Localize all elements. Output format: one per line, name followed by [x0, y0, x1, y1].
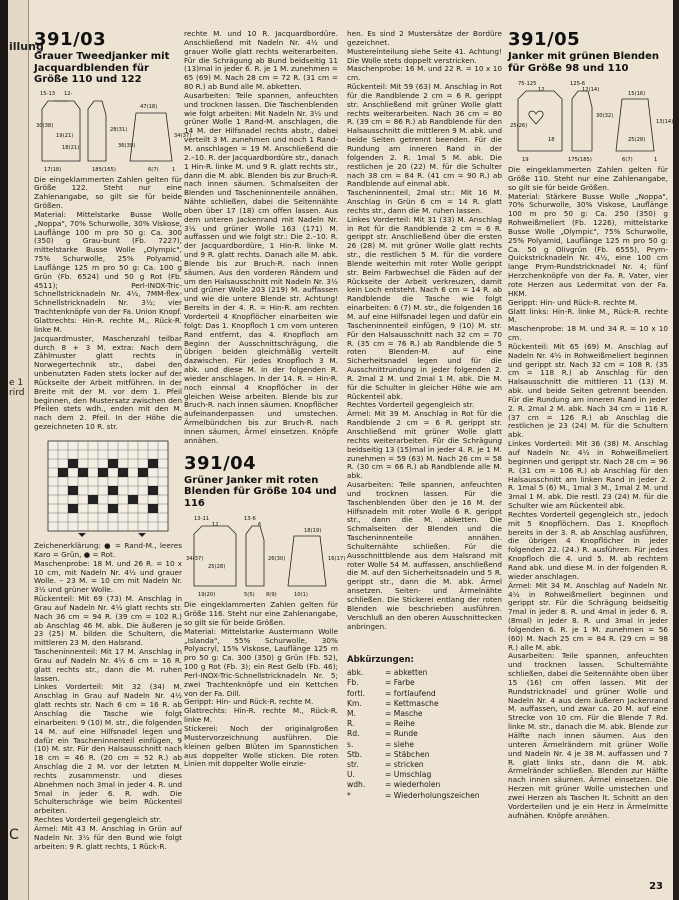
abbreviation-row — [347, 729, 487, 739]
back-piece-text: Rückenteil: Mit 69 (73) M. Anschlag in Grau auf Nadeln Nr. 4½ glatt rechts str. Nach 36 cm = 94 R. (39 cm = 102 R.) ab Anschlag 46 M. abk. Die äußeren je 23 (25) M. bilden die Schultern, die mittleren 23 M. den Halsrand. — [34, 594, 182, 648]
pattern-title: Grüner Janker mit roten Blenden für Größe 104 und 116 — [184, 474, 337, 509]
abbreviation-key: Fb. — [347, 678, 359, 688]
diagram-label: 30(32) — [596, 113, 614, 119]
abbreviations-box — [347, 655, 487, 801]
page-edge-shadow — [673, 0, 679, 900]
diagram-label: 6(7) — [622, 157, 633, 163]
diagram-label: 18(21) — [62, 144, 80, 151]
intro-text: Die eingeklammerten Zahlen gelten für Größe 116. Steht nur eine Zahlenangabe, so gilt sie für beide Größen. — [184, 600, 338, 627]
material-text: Material: Mittelstarke Busse Wolle „Noppa", 70% Schurwolle, 30% Viskose, Lauflänge 100 m pro 50 g: Ca. 300 (350) g Grau-bunt (Fb. 7227), mittelstarke Busse Wolle „Olympic", 75% Schurwolle, 25% Polyamid, Lauflänge 125 m pro 50 g: Ca. 100 g Grün (Fb. 6524) und 50 g Rot (Fb. 4511); Perl-INOX-Tric-Schnellstricknadeln Nr. 4½, 7MM-flex-Schnellstricknadeln Nr. 3½; vier Trachtenknöpfe von der Fa. Union Knopf. — [34, 209, 182, 317]
page-number: 23 — [649, 881, 663, 892]
abbreviation-row — [347, 791, 487, 801]
diagram-label: 18 — [548, 137, 555, 143]
pattern-number: 391/05 — [508, 29, 581, 50]
abbreviation-meaning: = Wiederholungszeichen — [385, 790, 480, 800]
column-4 — [508, 29, 674, 880]
right-front-text: Rechtes Vorderteil gegengleich str., jedoch mit 5 Knopflöchern. Das 1. Knopfloch bereits in der 3. R. ab Anschlag ausführen, die übrigen 4 Knopflöcher in jeder folgenden 22. (24.) R. ausführen. Für jedes Knopfloch die 4. und 5. M. ab rechtem Rand abk. und diese M. in der folgenden R. wieder anschlagen. — [508, 509, 668, 581]
diagram-label: 12(14) — [582, 87, 600, 93]
abbreviation-meaning: = fortlaufend — [385, 688, 436, 698]
jacquard-count-chart — [34, 435, 182, 539]
intro-text: Die eingeklammerten Zahlen gelten für Größe 122. Steht nur eine Zahlenangabe, so gilt sie für beide Größen. — [34, 174, 182, 211]
abbreviation-key: s. — [347, 739, 354, 749]
abbreviation-row — [347, 668, 487, 678]
diagram-label: 19(20) — [198, 592, 216, 599]
diagram-label: 175(185) — [568, 157, 592, 163]
diagram-label: 10(1) — [294, 592, 308, 599]
right-front-text: Rechtes Vorderteil gegengleich str. — [34, 815, 162, 825]
sleeve-text: Ärmel: Mit 39 M. Anschlag in Rot für die Randblende 2 cm = 6 R. gerippt str. Anschließend mit grüner Wolle glatt rechts weiterarbeiten. Für die Schrägung beidseitig 13 (15)mal in jeder 4. R. je 1 M. zunehmen = 59 (63) M. Nach 26 cm = 58 R. (30 cm = 66 R.) ab Randblende alle M. abk. — [347, 409, 502, 481]
back-piece-text: Rückenteil: Mit 59 (63) M. Anschlag in Rot für die Randblende 2 cm = 6 R. gerippt str. Anschließend mit grüner Wolle glatt rechts weiterarbeiten. Nach 36 cm = 80 R. (39 cm = 86 R.) ab Randblende für den Halsausschnitt die mittleren 9 M. abk. und beide Seiten getrennt beenden. Für die Rundung am inneren Rand in der folgenden 2. R. 1mal 5 M. abk. Die restlichen je 20 (22) M. für die Schulter nach 38 cm = 84 R. (41 cm = 90 R.) ab Randblende auf einmal abk. — [347, 82, 502, 189]
material-text: Material: Stärkere Busse Wolle „Noppa", 70% Schurwolle, 30% Viskose, Lauflänge 100 m pro 50 g: Ca. 250 (350) g Rohweißmeliert (Fb. 1226), mittelstarke Busse Wolle „Olympic", 75% Schurwolle, 25% Polyamid, Lauflänge 125 m pro 50 g: Ca. 50 g Olivgrün (Fb. 6555), Prym-Quickstricknadeln Nr. 4½, eine 100 cm lange Prym-Rundstricknadel Nr. 4; fünf Herzchenknöpfe von der Fa. R. Vater, vier rote Herzen aus Ledermitat von der Fa. HKM. — [508, 191, 668, 298]
right-front-text: Rechtes Vorderteil gegengleich str. — [347, 400, 475, 410]
abbreviation-key: U. — [347, 770, 355, 780]
diagram-label: 17(18) — [44, 166, 62, 173]
pattern-number: 391/03 — [34, 29, 107, 50]
gerippt-text: Gerippt: Hin- und Rück-R. rechte M. — [184, 697, 314, 707]
left-front-text: Linkes Vorderteil: Mit 31 (33) M. Anschlag in Rot für die Randblende 2 cm = 6 R. gerippt str. Anschließend über die ersten 26 (28) M. mit grüner Wolle glatt rechts str., die restlichen 5 M. für die vordere Blende weiterhin mit roter Wolle gerippt str. Beim Farbwechsel die Fäden auf der Rückseite der Arbeit verkreuzen, damit kein Loch entsteht. Nach 6 cm = 14 R. ab Randblende die Tasche wie folgt einarbeiten: 6 (7) M. str., die folgenden 16 M. auf eine Hilfsnadel legen und dafür ein Tascheninnenteil einfügen, 9 (10) M. str. Für den Halsausschnitt nach 32 cm = 70 R. (35 cm = 76 R.) ab Randblende die 5 roten Blenden-M. auf eine Sicherheitsnadel legen und für die Ausschnittrundung in jeder folgenden 2. R. 2mal 2 M. und 2mal 1 M. abk. Die M. für die Schulter in gleicher Höhe wie am Rückenteil abk. — [347, 214, 502, 401]
abbreviation-key: Rd. — [347, 729, 360, 739]
diagram-label: 34(37) — [174, 132, 192, 139]
column-1 — [34, 29, 192, 890]
abbreviation-key: fortl. — [347, 688, 365, 698]
diagram-label: 36(39) — [118, 142, 136, 149]
pattern-layout-text: Mustereinteilung siehe Seite 41. Achtung! Die Wolle stets doppelt verstricken. — [347, 46, 502, 65]
abbreviation-meaning: = stricken — [385, 760, 424, 770]
abbreviation-row — [347, 760, 487, 770]
abbreviation-meaning: = Kettmasche — [385, 698, 439, 708]
pocket-text: Tascheninnenteil, 2mal str.: Mit 16 M. Anschlag in Grün 6 cm = 14 R. glatt rechts str., dann die M. ruhen lassen. — [347, 188, 502, 215]
abbreviation-row — [347, 770, 487, 780]
diagram-label: 6 — [258, 522, 262, 529]
left-front-text: Linkes Vorderteil: Mit 36 (38) M. Anschlag auf Nadeln Nr. 4½ in Rohweißmeliert beginnen und gerippt str. Nach 28 cm = 96 R. (31 cm = 106 R.) ab Anschlag für den Halsausschnitt am linken Rand in jeder 2. R. 1mal 5 (6) M., 1mal 3 M., 1mal 2 M. und 3mal 1 M. abk. Die restl. 23 (24) M. für die Schulter wie am Rückenteil abk. — [508, 439, 668, 511]
column-2 — [184, 29, 346, 890]
gauge-text: Maschenprobe: 18 M. und 26 R. = 10 x 10 cm, mit Nadeln Nr. 4½ und grauer Wolle. – 23 M. = 10 cm mit Nadeln Nr. 3½ und grüner Wolle. — [34, 558, 182, 595]
jacquard-text: Jacquardmuster, Maschenzahl teilbar durch 8 + 3 M. extra: Nach dem Zählmuster glatt rechts in Norwegertechnik str., dabei den unbenutzten Faden stets locker auf der Rückseite der Arbeit mitführen. In der Breite mit der M. vor dem 1. Pfeil beginnen, den Mustersatz zwischen den Pfeilen stets wdh., enden mit den M. nach dem 2. Pfeil. In der Höhe die gezeichneten 10 R. str. — [34, 333, 182, 432]
left-front-text: Linkes Vorderteil: Mit 32 (34) M. Anschlag in Grau auf Nadeln Nr. 4½ glatt rechts str. Nach 6 cm = 16 R. ab Anschlag die Tasche wie folgt einarbeiten: 9 (10) M. str., die folgenden 14 M. auf eine Hilfsnadel legen und dafür ein Tascheninnenteil einfügen, 9 (10) M. str. Für den Halsausschnitt nach 18 cm = 46 R. (20 cm = 52 R.) ab Anschlag die 2 M. vor der letzten M. rechts zusammenstr. und dieses Abnehmen noch 3mal in jeder 4. R. und 5mal in jeder 6. R. wdh. Die Schulterschräge wie beim Rückenteil arbeiten. — [34, 682, 182, 816]
glatt-links-text: Glatt links: Hin-R. linke M., Rück-R. rechte M. — [508, 306, 668, 325]
jacket-schematic-diagram — [508, 77, 674, 163]
diagram-label: 47(18) — [140, 103, 158, 110]
jacket-schematic-diagram — [184, 512, 346, 599]
diagram-label: 30(38) — [36, 122, 54, 129]
abbreviation-row — [347, 780, 487, 790]
diagram-label: 34(37) — [186, 556, 204, 563]
abbreviation-key: str. — [347, 760, 359, 770]
abbreviation-key: abk. — [347, 668, 364, 678]
abbreviation-meaning: = Stäbchen — [385, 749, 430, 759]
abbreviation-key: R. — [347, 719, 355, 729]
pocket-text: Tascheninnenteil: Mit 17 M. Anschlag in Grau auf Nadeln Nr. 4½ 6 cm = 16 R. glatt rechts str., dann die M. ruhen lassen. — [34, 647, 182, 683]
edge-fragment: e 1 — [9, 378, 24, 388]
gauge-text: Maschenprobe: 16 M. und 22 R. = 10 x 10 cm. — [347, 64, 502, 83]
diagram-label: 75-125 — [518, 81, 537, 87]
abbreviation-key: Km. — [347, 698, 362, 708]
abbreviation-key: * — [347, 790, 351, 800]
abbreviation-row — [347, 719, 487, 729]
abbreviation-meaning: = Farbe — [385, 678, 415, 688]
diagram-label: 13-6 — [244, 516, 256, 523]
diagram-label: 12 — [212, 522, 219, 529]
diagram-label: 6(7) — [148, 166, 159, 173]
abbreviation-row — [347, 699, 487, 709]
column-3 — [347, 30, 502, 650]
previous-page-edge — [8, 0, 44, 900]
diagram-label: 26(30) — [268, 556, 286, 563]
gerippt-text: Gerippt: Hin- und Rück-R. rechte M. — [508, 297, 638, 307]
abbreviation-key: wdh. — [347, 780, 366, 790]
abbreviation-row — [347, 678, 487, 688]
pattern-number: 391/04 — [184, 452, 257, 474]
magazine-page — [8, 0, 673, 900]
intro-text: Die eingeklammerten Zahlen gelten für Größe 110. Steht nur eine Zahlenangabe, so gilt sie für beide Größen. — [508, 165, 668, 192]
finishing-text: Ausarbeiten: Teile spannen, anfeuchten und trocknen lassen. Schulternähte schließen, dabei die Seitennähte oben über 15 (16) cm offen lassen. Mit der Rundstricknadel und grüner Wolle und Nadeln Nr. 4 aus dem äußeren Jackenrand M. auffassen, und zwar ca. 20 M. auf eine Strecke von 10 cm. Für die Blende 7 Rd. linke M. str., danach die M. abk. Blende zur Hälfte nach innen säumen. Aus den unteren Ärmelrändern mit grüner Wolle und Nadeln Nr. 4 je 38 M. auffassen und 7 R. glatt links str., dann die M. abk. Ärmelränder schließen. Blenden zur Hälfte nach innen säumen. Ärmel einsetzen. Die Herzen mit grüner Wolle umstechen und zwei Herzen als Taschen lt. Schnitt an den Vorderteilen und je ein Herz in Ärmelmitte aufnähen. Knöpfe annähen. — [508, 651, 668, 820]
diagram-label: 18(19) — [304, 528, 322, 535]
abbreviations-title: Abkürzungen: — [347, 655, 414, 665]
glattrechts-text: Glattrechts: Hin-R. rechte M., Rück-R. linke M. — [34, 316, 182, 334]
abbreviation-meaning: = Runde — [385, 729, 418, 739]
abbreviation-meaning: = Umschlag — [385, 770, 432, 780]
abbreviations-list — [347, 668, 487, 801]
diagram-label: 28(31) — [110, 126, 128, 133]
abbreviation-meaning: = Masche — [385, 709, 423, 719]
edge-fragment: illung — [9, 40, 44, 53]
abbreviation-row — [347, 709, 487, 719]
material-text: Material: Mittelstarke Austermann Wolle „Islanda", 55% Schurwolle, 30% Polyacryl, 15% Viskose, Lauflänge 125 m pro 50 g: Ca. 300 (350) g Grün (Fb. 52), 100 g Rot (Fb. 3); ein Rest Gelb (Fb. 46); Perl-INOX-Tric-Schnellstricknadeln Nr. 5; zwei Trachtenknöpfe und ein Kettchen von der Fa. Dill. — [184, 626, 338, 698]
finishing-text: Ausarbeiten: Teile spannen, anfeuchten und trocknen lassen. Für die Taschenblenden über den je 16 M. der Hilfsnadeln mit roter Wolle 6 R. gerippt str., dann die M. abketten. Die Schmalseiten der Blenden und die Tascheninnenteile annähen. Schulternähte schließen. Für die Ausschnittblende aus dem Halsrand mit roter Wolle 54 M. auffassen, anschließend die M. auf den Sicherheitsnadeln und 5 R. gerippt str., dann die M. abk. Ärmel ansetzen. Seiten- und Ärmelnähte schließen. Die Stickerei entlang der roten Blenden wie beschrieben ausführen. Verschluß an den oberen Ausschnittecken anbringen. — [347, 480, 502, 631]
diagram-label: 19 — [522, 157, 529, 163]
abbreviation-key: M. — [347, 709, 356, 719]
diagram-label: 25(28) — [628, 137, 646, 143]
legend-text: Zeichenerklärung: ● = Rand-M., leeres Karo = Grün, ● = Rot. — [34, 540, 182, 559]
diagram-label: 5(5) — [244, 592, 255, 599]
gauge-text: Maschenprobe: 18 M. und 34 R. = 10 x 10 cm. — [508, 324, 668, 343]
abbreviation-meaning: = siehe — [385, 739, 414, 749]
diagram-label: 15-13 — [40, 90, 56, 97]
abbreviation-row — [347, 750, 487, 760]
pattern-title: Janker mit grünen Blenden für Größe 98 und 110 — [508, 51, 659, 74]
diagram-label: 12 — [538, 87, 545, 93]
diagram-label: 12- — [64, 90, 73, 97]
abbreviation-key: Stb. — [347, 749, 363, 759]
finishing-text: Ausarbeiten: Teile spannen, anfeuchten und trocknen lassen. Die Taschenblenden wie folgt arbeiten: Mit Nadeln Nr. 3½ und grüner Wolle 1 Rand-M. anschlagen, die 14 M. der Hilfsnadel rechts abstr., dabei verteilt 3 M. zunehmen und noch 1 Rand-M. anschlagen = 19 M. Anschließend die 2.–10. R. der Jacquardbordüre str., danach 1 Hin-R. linke M. und 9 R. glatt rechts str., dann die M. abk. Blenden bis zur Bruch-R. nach innen säumen. Schmalseiten der Blenden und Tascheninnenteile annähen. Nähte schließen, dabei die Seitennähte oben über 17 (18) cm offen lassen. Aus dem unteren Jackenrand mit Nadeln Nr. 3½ und grüner Wolle 163 (171) M. auffassen und wie folgt str.: Die 2.–10. R. der Jacquardbordüre, 1 Hin-R. linke M. und 9 R. glatt rechts. Danach alle M. abk. Blende bis zur Bruch-R. nach innen säumen. Aus den vorderen Rändern und um den Halsausschnitt mit Nadeln Nr. 3½ und grüner Wolle 203 (219) M. auffassen und wie die untere Blende str. Achtung! Bereits in der 4. R. = Hin-R. am rechten Vorderteil 4 Knopflöcher einarbeiten wie folgt: Das 1. Knopfloch 1 cm vom unteren Rand entfernt, das 4. Knopfloch am Beginn der Ausschnittschrägung, die übrigen beiden gleichmäßig verteilt dazwischen. Für jedes Knopfloch 3 M. abk. und diese M. in der folgenden R. wieder anschlagen. In der 14. R. = Hin-R. noch einmal 4 Knopflöcher in der gleichen Weise arbeiten. Blende bis zur Bruch-R. nach innen säumen. Knopflöcher aufeinanderpassen und umstechen. Ärmelbündchen bis zur Bruch-R. nach innen säumen, Ärmel einsetzen. Knöpfe annähen. — [184, 90, 338, 445]
abbreviation-meaning: = wiederholen — [385, 780, 441, 790]
embroidery-text: Stickerei: Noch der originalgroßen Mustervorzeichnung ausführen. Die kleinen gelben Blüten im Spannstichen aus doppelter Wolle sticken. Die roten Linien mit doppelter Wolle einzie- — [184, 723, 338, 769]
glattrechts-text: Glattrechts: Hin-R. rechte M., Rück-R. linke M. — [184, 706, 338, 725]
diagram-label: 185(165) — [92, 166, 116, 173]
continued-text: rechte M. und 10 R. Jacquardbordüre. Anschließend mit Nadeln Nr. 4½ und grauer Wolle glatt rechts weiterarbeiten. Für die Schrägung ab Bund beidseitig 11 (13)mal in jeder 6. R. je 1 M. zunehmen = 65 (69) M. Nach 28 cm = 72 R. (31 cm = 80 R.) ab Bund alle M. abketten. — [184, 29, 338, 92]
back-piece-text: Rückenteil: Mit 65 (69) M. Anschlag auf Nadeln Nr. 4½ in Rohweißmeliert beginnen und gerippt str. Nach 32 cm = 108 R. (35 cm = 118 R.) ab Anschlag für den Halsausschnitt die mittleren 11 (13) M. abk. und beide Seiten getrennt beenden. Für die Rundung am inneren Rand in jeder 2. R. 2mal 2 M. abk. Nach 34 cm = 116 R. (37 cm = 126 R.) ab Anschlag die restlichen je 23 (24) M. für die Schultern abk. — [508, 341, 668, 440]
abbreviation-meaning: = abketten — [385, 668, 428, 678]
edge-fragment: C — [9, 827, 19, 843]
sleeve-text: Ärmel: Mit 34 M. Anschlag auf Nadeln Nr. 4½ in Rohweißmeliert beginnen und gerippt str. Für die Schrägung beidseitig 7mal in jeder 8. R. und 4mal in jeder 6. R. (8mal) in jeder 8. R. und 3mal in jeder folgenden 6. R. je 1 M. zunehmen = 56 (60) M. Nach 25 cm = 84 R. (29 cm = 98 R.) alle M. abk. — [508, 580, 668, 652]
diagram-label: 25(28) — [208, 564, 226, 571]
diagram-label: 1 — [172, 166, 176, 173]
diagram-label: 13-11 — [194, 516, 210, 523]
edge-fragment: rird — [9, 388, 25, 398]
diagram-label: 19(21) — [56, 132, 74, 139]
pattern-title: Grauer Tweedjanker mit Jacquardblenden für Größe 110 und 122 — [34, 51, 170, 85]
jacket-schematic-diagram — [34, 89, 192, 173]
diagram-label: 8(9) — [266, 592, 277, 599]
abbreviation-row — [347, 689, 487, 699]
abbreviation-meaning: = Reihe — [385, 719, 415, 729]
continued-text: hen. Es sind 2 Mustersätze der Bordüre gezeichnet. — [347, 29, 502, 47]
diagram-label: 16(17) — [328, 556, 346, 563]
diagram-label: 125-6 — [570, 81, 586, 87]
diagram-label: 15(16) — [628, 91, 646, 97]
sleeve-text: Ärmel: Mit 43 M. Anschlag in Grün auf Nadeln Nr. 3½ für den Bund wie folgt arbeiten: 9 R. glatt rechts, 1 Rück-R. — [34, 823, 182, 851]
diagram-label: 1 — [654, 157, 658, 163]
diagram-label: 13(14) — [656, 119, 674, 125]
abbreviation-row — [347, 740, 487, 750]
diagram-label: 25(26) — [510, 123, 528, 129]
